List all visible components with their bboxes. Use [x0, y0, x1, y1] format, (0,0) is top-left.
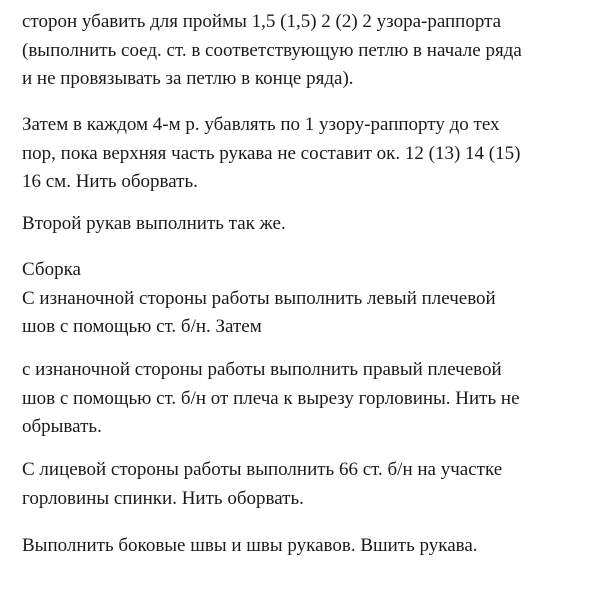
text-line: С лицевой стороны работы выполнить 66 ст. б/н на участке — [22, 459, 503, 480]
paragraph-armhole-decrease — [22, 8, 522, 94]
paragraph-right-shoulder — [22, 356, 520, 442]
text-line: шов с помощью ст. б/н от плеча к вырезу горловины. Нить не — [22, 387, 520, 409]
text-line: 16 см. Нить оборвать. — [22, 171, 198, 193]
text-line: сторон убавить для проймы 1,5 (1,5) 2 (2) 2 узора-раппорта — [22, 11, 502, 32]
paragraph-side-seams — [22, 532, 478, 561]
text-line: Второй рукав выполнить так же. — [22, 213, 286, 234]
text-line: горловины спинки. Нить оборвать. — [22, 487, 304, 509]
section-heading: Сборка — [22, 259, 81, 280]
paragraph-neckline — [22, 456, 502, 513]
text-line: С изнаночной стороны работы выполнить левый плечевой — [22, 287, 496, 309]
text-line: шов с помощью ст. б/н. Затем — [22, 316, 262, 338]
text-line: обрывать. — [22, 416, 102, 438]
text-line: с изнаночной стороны работы выполнить правый плечевой — [22, 359, 502, 380]
paragraph-sleeve-cap — [22, 111, 520, 197]
text-line: Затем в каждом 4-м р. убавлять по 1 узору-раппорту до тех — [22, 114, 500, 135]
text-line: пор, пока верхняя часть рукава не составит ок. 12 (13) 14 (15) — [22, 142, 521, 164]
text-line: и не провязывать за петлю в конце ряда). — [22, 68, 354, 90]
text-line: (выполнить соед. ст. в соответствующую петлю в начале ряда — [22, 39, 522, 61]
paragraph-assembly — [22, 256, 496, 342]
text-line: Выполнить боковые швы и швы рукавов. Вшить рукава. — [22, 535, 478, 556]
paragraph-second-sleeve — [22, 210, 286, 239]
